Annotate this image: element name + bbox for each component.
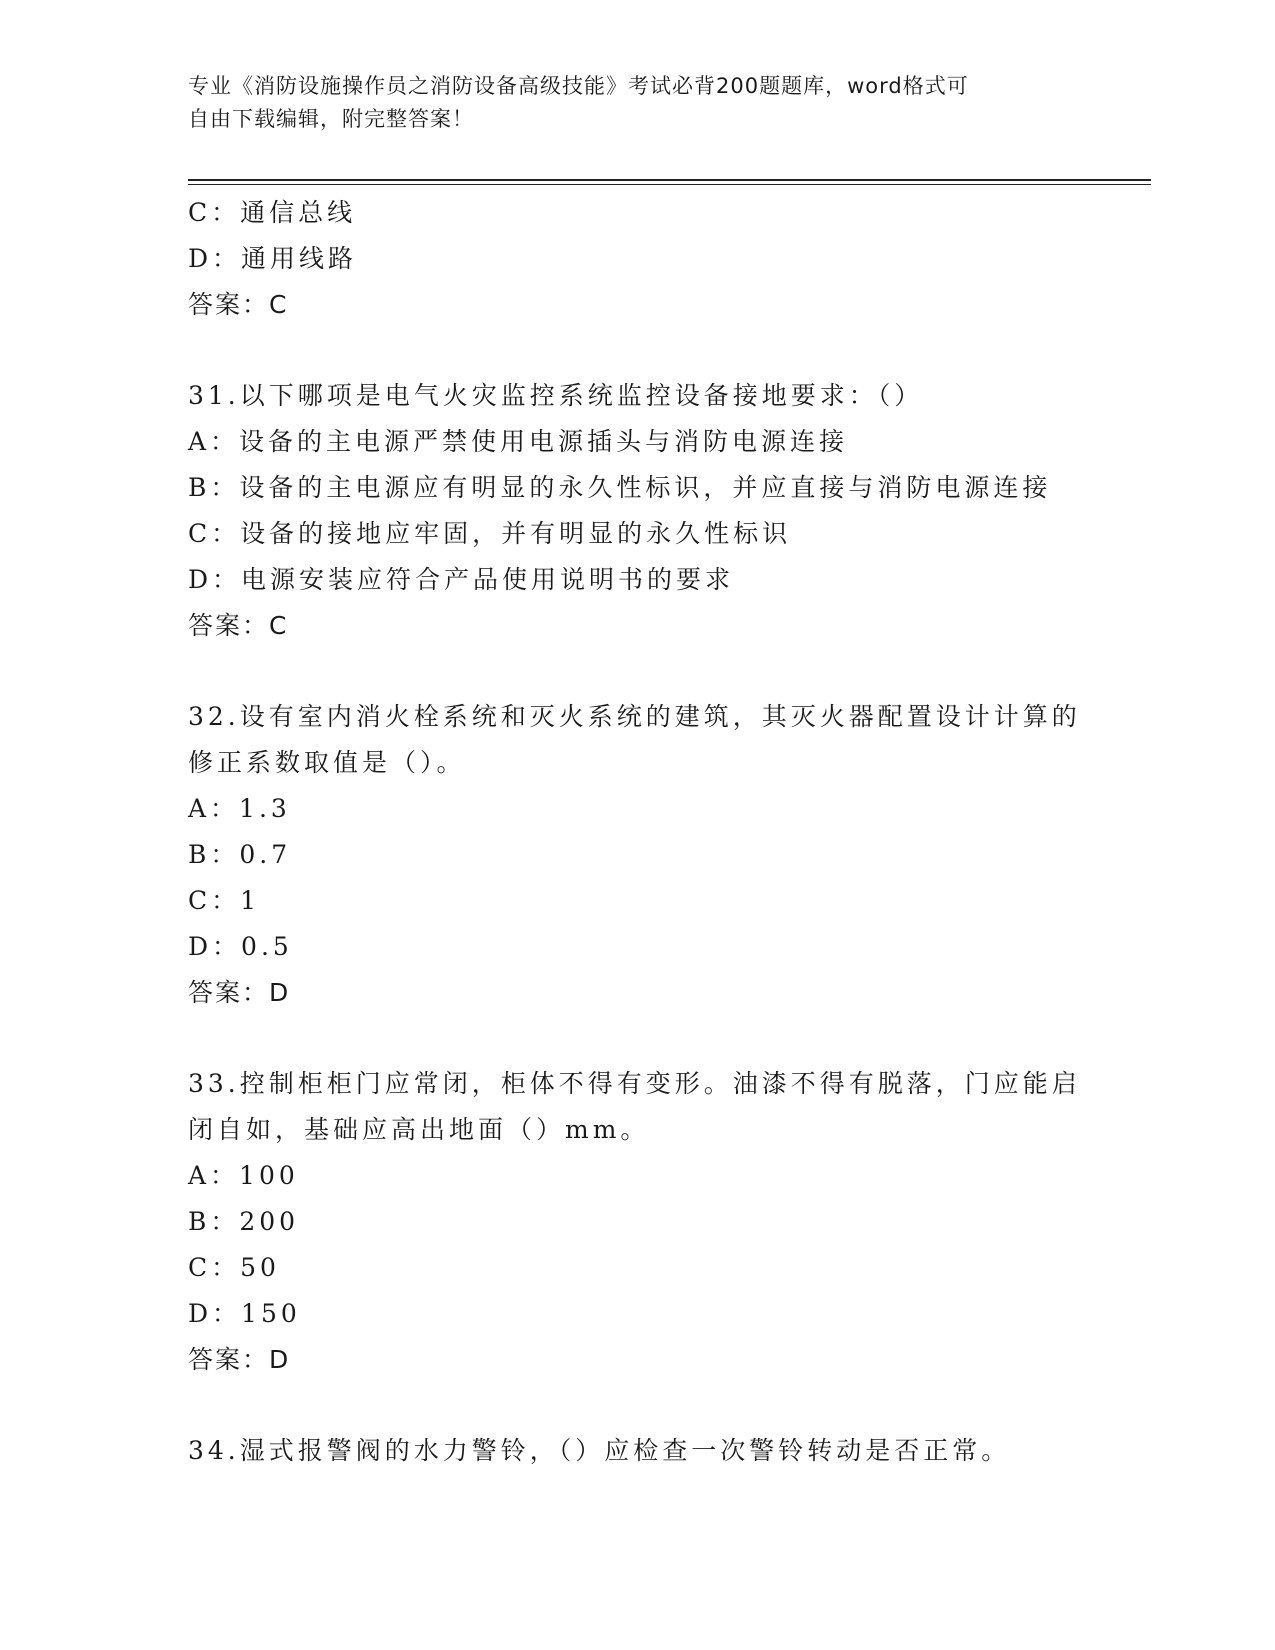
question-34: [188, 1428, 1148, 1474]
spacer: [188, 1016, 1148, 1061]
question-stem-continued: 闭自如，基础应高出地面（）mm。: [188, 1115, 650, 1144]
option-b: B：200: [188, 1207, 300, 1236]
question-32: [188, 694, 1148, 1016]
header-line-2: 自由下载编辑，附完整答案！: [188, 107, 474, 131]
option-a: A：100: [188, 1161, 299, 1190]
question-30-fragment: [188, 190, 1148, 328]
option-d: D：电源安装应符合产品使用说明书的要求: [188, 565, 735, 594]
question-stem-continued: 修正系数取值是（）。: [188, 748, 466, 777]
option-c: C：通信总线: [188, 198, 357, 227]
option-c: C：50: [188, 1253, 280, 1282]
header-rule-thick: [188, 179, 1151, 181]
document-header: [188, 70, 1088, 136]
answer: 答案：D: [188, 978, 291, 1007]
question-stem: 33.控制柜柜门应常闭，柜体不得有变形。油漆不得有脱落，门应能启: [188, 1069, 1081, 1098]
option-b: B：0.7: [188, 840, 292, 869]
option-b: B：设备的主电源应有明显的永久性标识，并应直接与消防电源连接: [188, 473, 1052, 502]
question-list: [188, 190, 1148, 1474]
option-d: D：150: [188, 1299, 301, 1328]
answer: 答案：C: [188, 611, 289, 640]
option-a: A：设备的主电源严禁使用电源插头与消防电源连接: [188, 427, 849, 456]
option-c: C：1: [188, 886, 261, 915]
question-31: [188, 373, 1148, 649]
answer: 答案：C: [188, 290, 289, 319]
question-33: [188, 1061, 1148, 1383]
option-d: D：通用线路: [188, 244, 358, 273]
spacer: [188, 1383, 1148, 1428]
option-c: C：设备的接地应牢固，并有明显的永久性标识: [188, 519, 792, 548]
header-line-1: 专业《消防设施操作员之消防设备高级技能》考试必背200题题库，word格式可: [188, 74, 969, 98]
spacer: [188, 649, 1148, 694]
question-stem: 32.设有室内消火栓系统和灭火系统的建筑，其灭火器配置设计计算的: [188, 702, 1081, 731]
question-stem: 31.以下哪项是电气火灾监控系统监控设备接地要求：（）: [188, 381, 924, 410]
question-stem: 34.湿式报警阀的水力警铃，（）应检查一次警铃转动是否正常。: [188, 1436, 1011, 1465]
option-a: A：1.3: [188, 794, 291, 823]
header-rule-thin: [188, 184, 1151, 185]
spacer: [188, 328, 1148, 373]
answer: 答案：D: [188, 1345, 291, 1374]
option-d: D：0.5: [188, 932, 293, 961]
